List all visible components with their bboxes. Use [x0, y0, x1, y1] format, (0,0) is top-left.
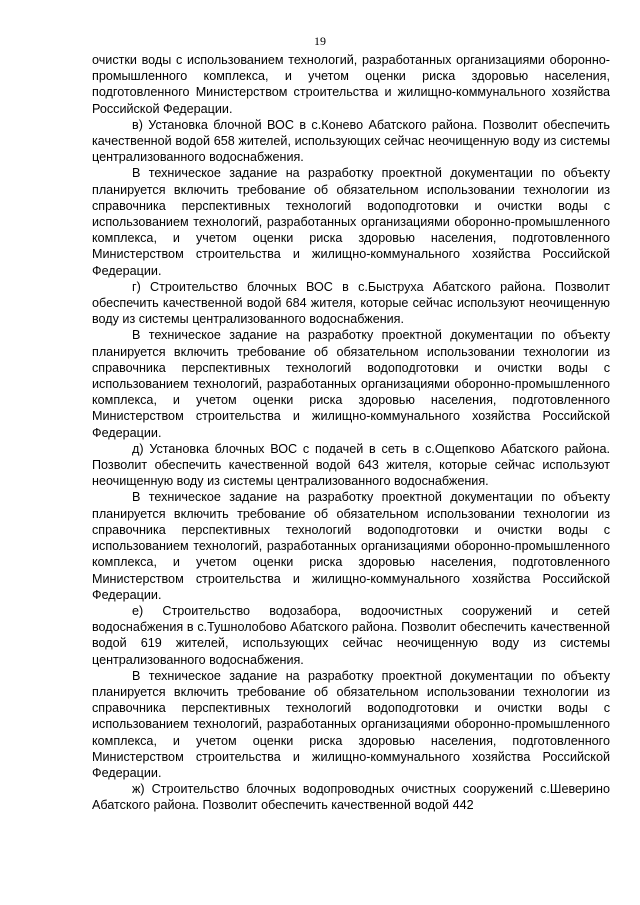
paragraph-item-d: д) Установка блочных ВОС с подачей в сеть в с.Ощепково Абатского района. Позволит обеспечить качественной водой 643 жителя, которые сейчас используют неочищенную воду из системы централизованного водоснабжения.: [92, 441, 610, 489]
document-body: [92, 52, 610, 814]
paragraph-requirement: В техническое задание на разработку проектной документации по объекту планируется включить требование об обязательном использовании технологии из справочника перспективных технологий водоподготовки и очистки воды с использованием технологий, разработанных организациями оборонно-промышленного комплекса, и учетом оценки риска здоровью населения, подготовленного Министерством строительства и жилищно-коммунального хозяйства Российской Федерации.: [92, 490, 610, 602]
paragraph-item-g: г) Строительство блочных ВОС в с.Быструха Абатского района. Позволит обеспечить качественной водой 684 жителя, которые сейчас используют неочищенную воду из системы централизованного водоснабжения.: [92, 279, 610, 327]
paragraph-item-zh: ж) Строительство блочных водопроводных очистных сооружений с.Шеверино Абатского района. Позволит обеспечить качественной водой 442: [92, 782, 610, 813]
paragraph-continuation: очистки воды с использованием технологий, разработанных организациями оборонно-промышленного комплекса, и учетом оценки риска здоровью населения, подготовленного Министерством строительства и жилищно-коммунального хозяйства Российской Федерации.: [92, 53, 610, 116]
paragraph-item-v: в) Установка блочной ВОС в с.Конево Абатского района. Позволит обеспечить качественной водой 658 жителей, использующих сейчас неочищенную воду из системы централизованного водоснабжения.: [92, 117, 610, 165]
paragraph-requirement: В техническое задание на разработку проектной документации по объекту планируется включить требование об обязательном использовании технологии из справочника перспективных технологий водоподготовки и очистки воды с использованием технологий, разработанных организациями оборонно-промышленного комплекса, и учетом оценки риска здоровью населения, подготовленного Министерством строительства и жилищно-коммунального хозяйства Российской Федерации.: [92, 668, 610, 780]
paragraph-requirement: В техническое задание на разработку проектной документации по объекту планируется включить требование об обязательном использовании технологии из справочника перспективных технологий водоподготовки и очистки воды с использованием технологий, разработанных организациями оборонно-промышленного комплекса, и учетом оценки риска здоровью населения, подготовленного Министерством строительства и жилищно-коммунального хозяйства Российской Федерации.: [92, 166, 610, 278]
page-number: 19: [314, 34, 326, 48]
paragraph-item-e: е) Строительство водозабора, водоочистных сооружений и сетей водоснабжения в с.Тушнолобово Абатского района. Позволит обеспечить качественной водой 619 жителей, использующих сейчас неочищенную воду из системы централизованного водоснабжения.: [92, 603, 610, 667]
paragraph-requirement: В техническое задание на разработку проектной документации по объекту планируется включить требование об обязательном использовании технологии из справочника перспективных технологий водоподготовки и очистки воды с использованием технологий, разработанных организациями оборонно-промышленного комплекса, и учетом оценки риска здоровью населения, подготовленного Министерством строительства и жилищно-коммунального хозяйства Российской Федерации.: [92, 328, 610, 440]
